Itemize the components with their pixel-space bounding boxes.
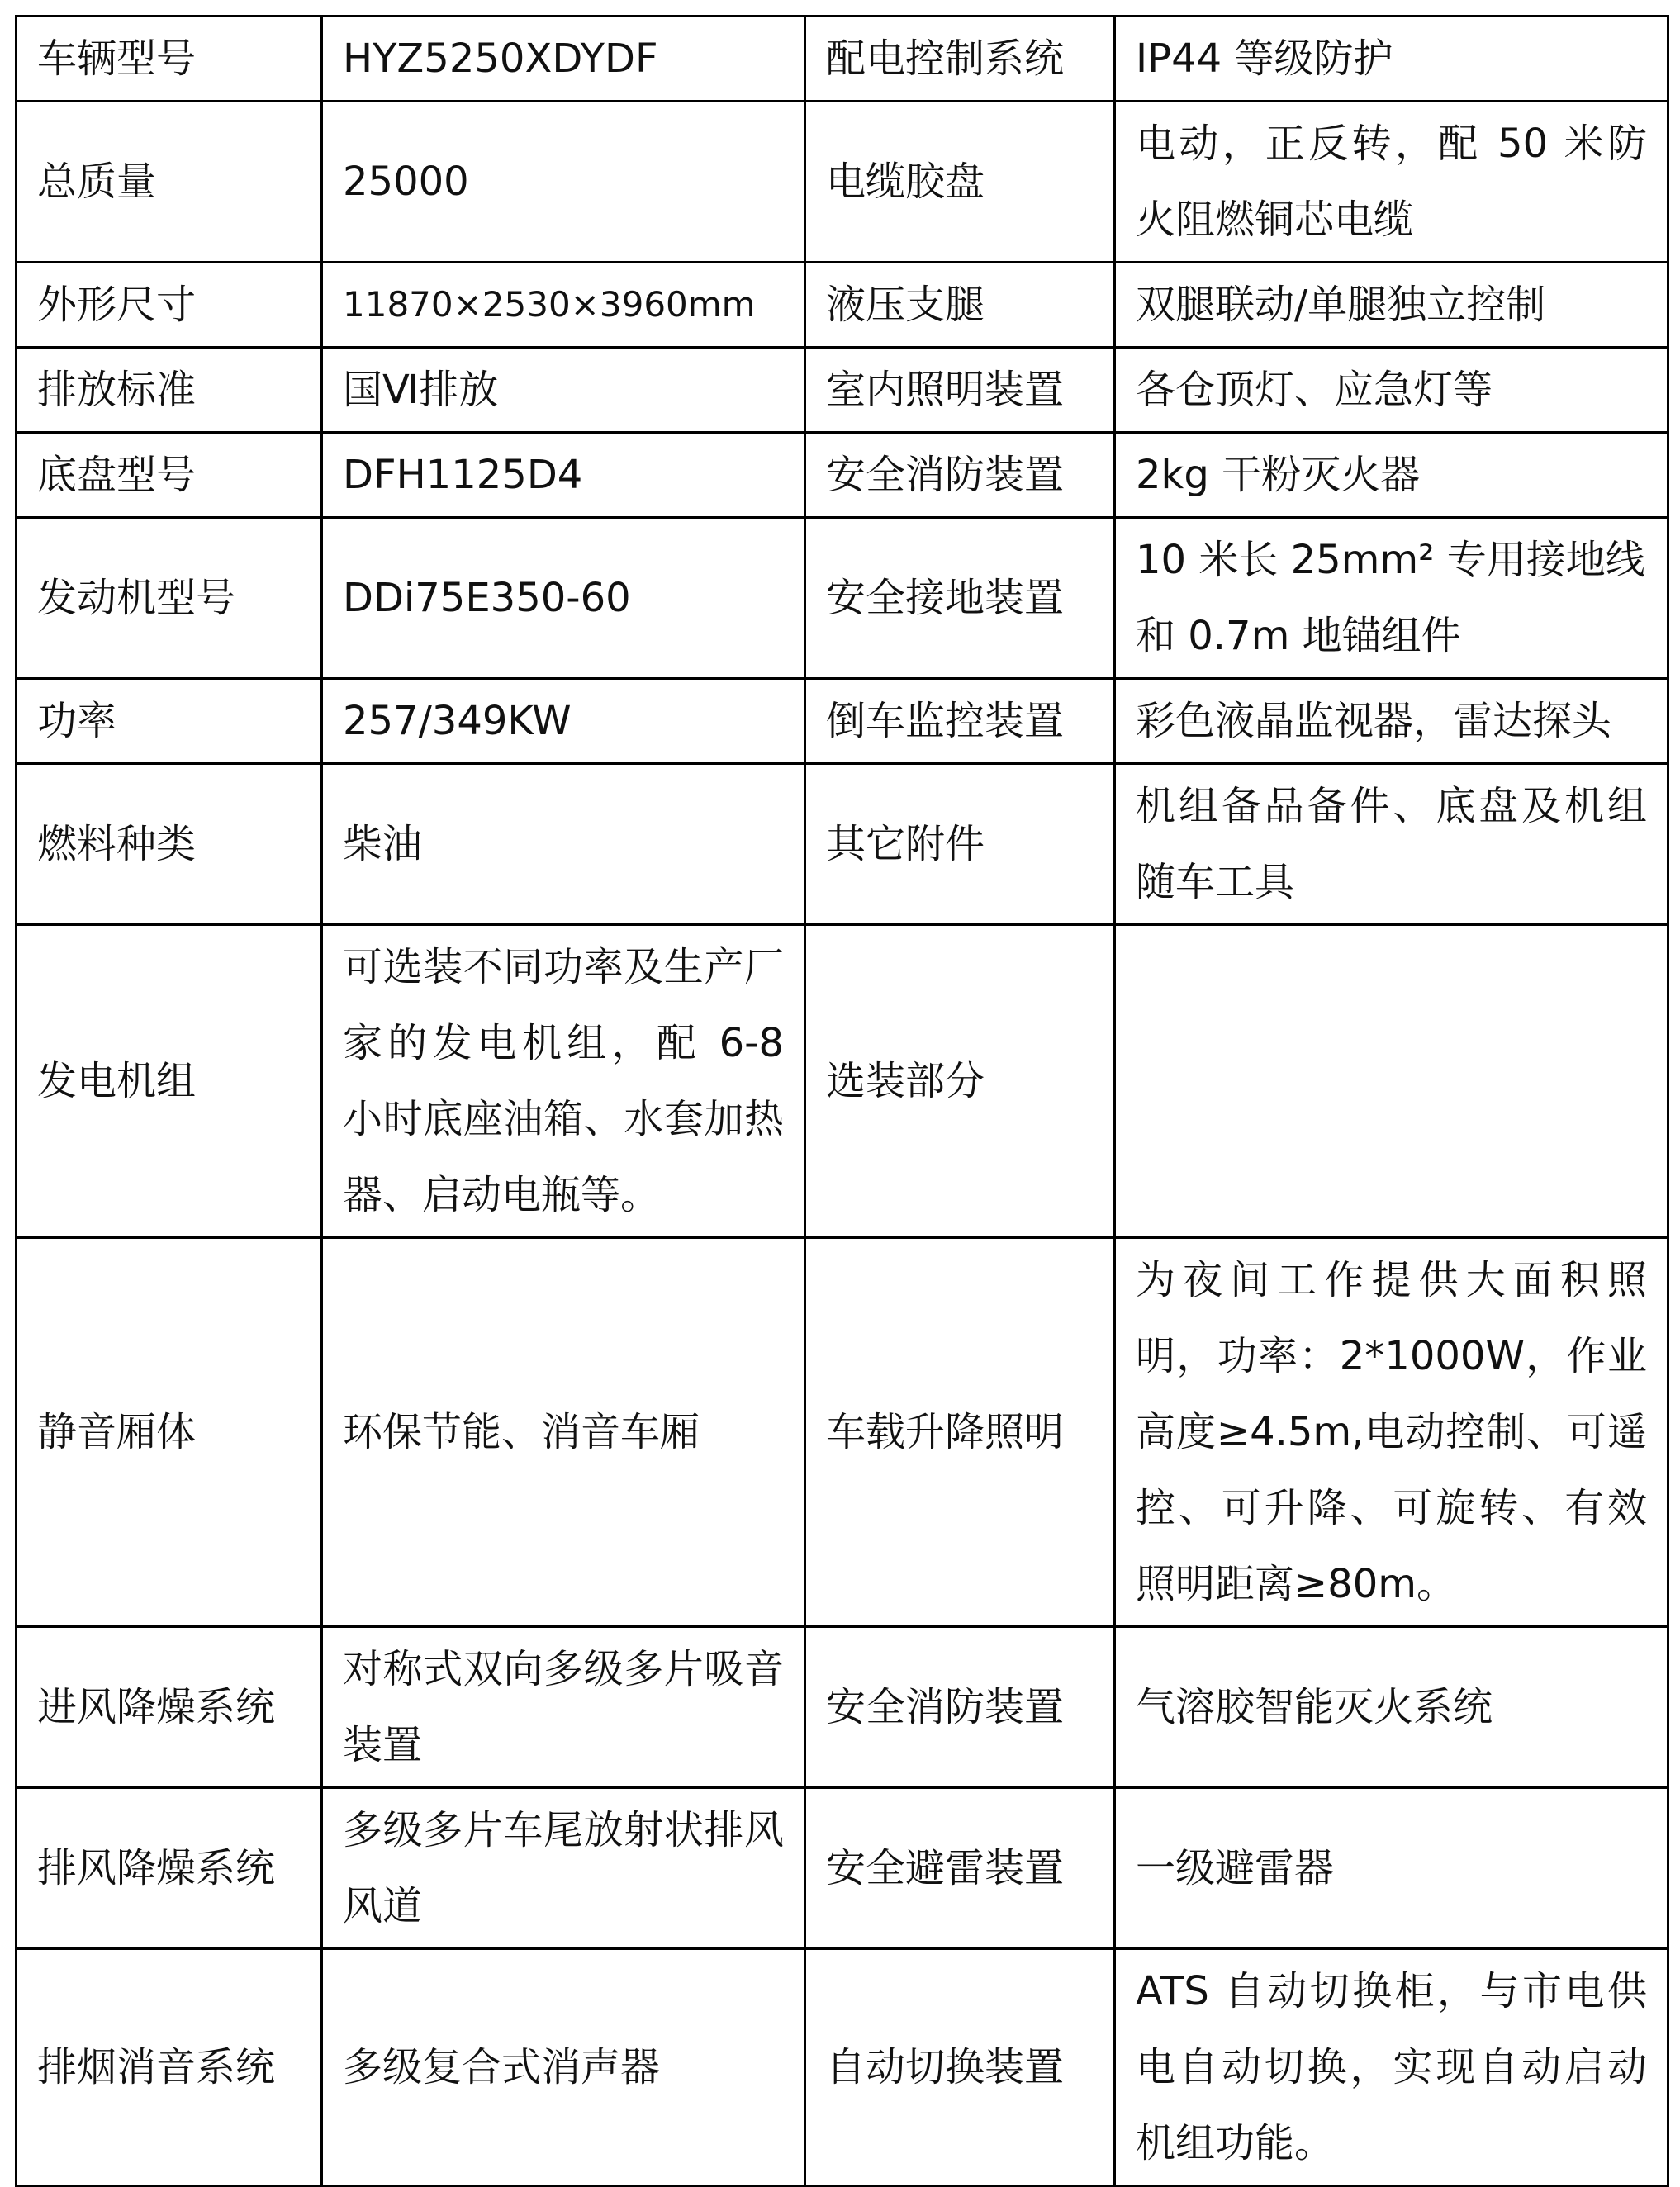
spec-value-cell: DDi75E350-60 xyxy=(322,518,805,679)
spec-label-cell: 选装部分 xyxy=(805,925,1115,1238)
spec-value-cell: 可选装不同功率及生产厂家的发电机组，配 6-8 小时底座油箱、水套加热器、启动电瓶等。 xyxy=(322,925,805,1238)
table-row xyxy=(17,1788,1668,1949)
spec-label-cell: 安全接地装置 xyxy=(805,518,1115,679)
spec-value-cell: 机组备品备件、底盘及机组随车工具 xyxy=(1115,764,1668,925)
table-row xyxy=(17,1238,1668,1627)
table-row xyxy=(17,348,1668,433)
table-row xyxy=(17,17,1668,102)
spec-label-cell: 底盘型号 xyxy=(17,433,322,518)
spec-label-cell: 排风降燥系统 xyxy=(17,1788,322,1949)
spec-value-cell: 为夜间工作提供大面积照明，功率：2*1000W，作业高度≥4.5m,电动控制、可遥控、可升降、可旋转、有效照明距离≥80m。 xyxy=(1115,1238,1668,1627)
spec-value-cell: 各仓顶灯、应急灯等 xyxy=(1115,348,1668,433)
spec-label-cell: 静音厢体 xyxy=(17,1238,322,1627)
spec-value-cell: 对称式双向多级多片吸音装置 xyxy=(322,1627,805,1788)
spec-label-cell: 总质量 xyxy=(17,102,322,263)
spec-value-cell: 环保节能、消音车厢 xyxy=(322,1238,805,1627)
spec-value-cell xyxy=(1115,925,1668,1238)
spec-label-cell: 自动切换装置 xyxy=(805,1949,1115,2186)
spec-value-cell: 10 米长 25mm² 专用接地线和 0.7m 地锚组件 xyxy=(1115,518,1668,679)
spec-label-cell: 车载升降照明 xyxy=(805,1238,1115,1627)
spec-label-cell: 其它附件 xyxy=(805,764,1115,925)
table-row xyxy=(17,679,1668,764)
spec-label-cell: 安全消防装置 xyxy=(805,1627,1115,1788)
spec-value-cell: IP44 等级防护 xyxy=(1115,17,1668,102)
spec-value-cell: 双腿联动/单腿独立控制 xyxy=(1115,263,1668,348)
spec-label-cell: 发电机组 xyxy=(17,925,322,1238)
spec-value-cell: DFH1125D4 xyxy=(322,433,805,518)
spec-label-cell: 外形尺寸 xyxy=(17,263,322,348)
spec-label-cell: 排烟消音系统 xyxy=(17,1949,322,2186)
vehicle-spec-table xyxy=(15,15,1669,2187)
spec-value-cell: 25000 xyxy=(322,102,805,263)
spec-value-cell: 彩色液晶监视器，雷达探头 xyxy=(1115,679,1668,764)
spec-label-cell: 发动机型号 xyxy=(17,518,322,679)
spec-value-cell: 一级避雷器 xyxy=(1115,1788,1668,1949)
spec-label-cell: 功率 xyxy=(17,679,322,764)
spec-label-cell: 进风降燥系统 xyxy=(17,1627,322,1788)
spec-label-cell: 倒车监控装置 xyxy=(805,679,1115,764)
spec-value-cell: HYZ5250XDYDF xyxy=(322,17,805,102)
table-row xyxy=(17,102,1668,263)
spec-label-cell: 车辆型号 xyxy=(17,17,322,102)
table-row xyxy=(17,925,1668,1238)
spec-label-cell: 配电控制系统 xyxy=(805,17,1115,102)
spec-value-cell: 气溶胶智能灭火系统 xyxy=(1115,1627,1668,1788)
spec-value-cell: 多级复合式消声器 xyxy=(322,1949,805,2186)
spec-value-cell: ATS 自动切换柜，与市电供电自动切换，实现自动启动机组功能。 xyxy=(1115,1949,1668,2186)
spec-label-cell: 电缆胶盘 xyxy=(805,102,1115,263)
table-row xyxy=(17,764,1668,925)
spec-label-cell: 燃料种类 xyxy=(17,764,322,925)
spec-value-cell: 柴油 xyxy=(322,764,805,925)
spec-value-cell: 2kg 干粉灭火器 xyxy=(1115,433,1668,518)
spec-label-cell: 液压支腿 xyxy=(805,263,1115,348)
spec-value-cell: 257/349KW xyxy=(322,679,805,764)
spec-label-cell: 安全避雷装置 xyxy=(805,1788,1115,1949)
spec-value-cell: 国Ⅵ排放 xyxy=(322,348,805,433)
spec-label-cell: 室内照明装置 xyxy=(805,348,1115,433)
table-row xyxy=(17,1627,1668,1788)
table-row xyxy=(17,263,1668,348)
table-row xyxy=(17,1949,1668,2186)
spec-label-cell: 安全消防装置 xyxy=(805,433,1115,518)
spec-value-cell: 多级多片车尾放射状排风风道 xyxy=(322,1788,805,1949)
table-row xyxy=(17,518,1668,679)
spec-label-cell: 排放标准 xyxy=(17,348,322,433)
spec-value-cell: 11870×2530×3960mm xyxy=(322,263,805,348)
spec-value-cell: 电动，正反转，配 50 米防火阻燃铜芯电缆 xyxy=(1115,102,1668,263)
table-row xyxy=(17,433,1668,518)
